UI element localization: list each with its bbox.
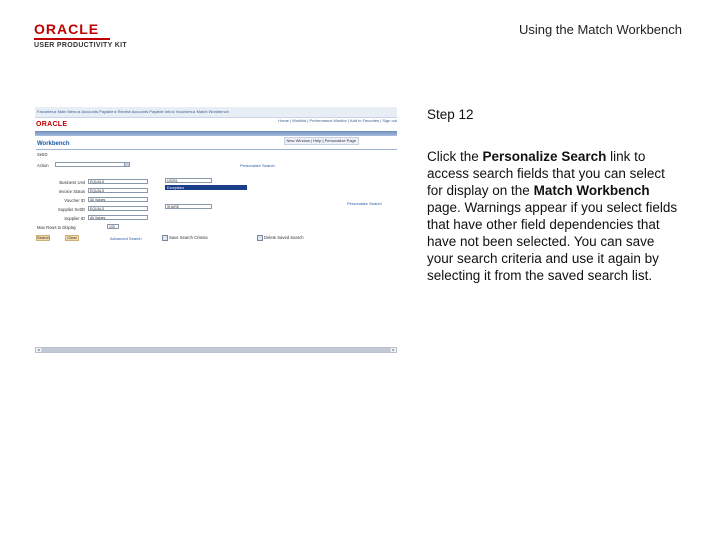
value-input[interactable]: SHARE xyxy=(165,204,212,209)
max-rows-input[interactable]: 100 xyxy=(107,224,119,229)
search-button[interactable]: Search xyxy=(37,235,50,240)
delete-saved-label: Delete Saved Search xyxy=(264,235,304,241)
field-label: Invoice Status xyxy=(58,189,85,194)
utility-links[interactable]: New Window | Help | Personalize Page xyxy=(284,137,359,145)
operator-select[interactable]: All Values xyxy=(88,197,148,202)
delete-saved-option[interactable] xyxy=(257,235,304,241)
desc-bold-2: Match Workbench xyxy=(533,183,650,198)
desc-text-1: Click the xyxy=(427,149,483,164)
clear-button[interactable]: Clear xyxy=(65,235,79,241)
setid-label: SetID xyxy=(37,152,48,157)
max-rows-label: Max Rows to Display xyxy=(37,225,77,230)
operator-select[interactable]: EQUALS xyxy=(88,188,148,193)
logo-oracle-text: ORACLE xyxy=(34,21,100,37)
scroll-right-icon[interactable]: ▸ xyxy=(392,347,395,352)
desc-bold-1: Personalize Search xyxy=(482,149,607,164)
application-screenshot xyxy=(35,107,397,354)
page-title: Using the Match Workbench xyxy=(518,22,682,37)
title-divider xyxy=(36,149,397,150)
top-links[interactable]: Home | Worklist | Performance Monitor | Add to Favorites | Sign out xyxy=(278,118,397,123)
oracle-mini-logo: ORACLE xyxy=(36,121,68,128)
field-label: Supplier SetID xyxy=(58,207,85,212)
advanced-search-link[interactable]: Advanced Search xyxy=(110,236,142,241)
logo-subtitle: USER PRODUCTIVITY KIT xyxy=(34,42,127,49)
chevron-down-icon[interactable] xyxy=(124,163,129,166)
save-search-label: Save Search Criteria xyxy=(169,235,208,241)
step-number: Step 12 xyxy=(427,107,474,122)
action-select[interactable] xyxy=(55,162,130,167)
step-description xyxy=(427,148,683,284)
workbench-title: Workbench xyxy=(37,141,70,147)
horizontal-scrollbar[interactable] xyxy=(35,347,397,353)
checkbox-icon[interactable] xyxy=(257,235,263,241)
oracle-upk-logo xyxy=(34,22,134,49)
personalize-search-link-2[interactable]: Personalize Search xyxy=(347,201,382,206)
field-label: Voucher ID xyxy=(64,198,85,203)
desc-text-3: page. Warnings appear if you select fields that have other field dependencies that have not been selected. You can save your search criteria and use it again by selecting it from the saved search list. xyxy=(427,200,678,283)
desc-text-2: link to access search fields that you can select for display on the xyxy=(427,149,665,198)
oracle-header-row xyxy=(35,118,397,131)
field-label: Supplier ID xyxy=(64,216,85,221)
checkbox-icon[interactable] xyxy=(162,235,168,241)
operator-select[interactable]: EQUALS xyxy=(88,206,148,211)
save-search-option[interactable] xyxy=(162,235,208,241)
logo-divider xyxy=(34,38,110,40)
scrollbar-thumb[interactable] xyxy=(42,348,390,352)
scroll-left-icon[interactable]: ◂ xyxy=(37,347,40,352)
utility-bar xyxy=(35,136,397,145)
operator-select[interactable]: EQUALS xyxy=(88,179,148,184)
field-label: Business Unit xyxy=(59,180,85,185)
value-input[interactable]: US001 xyxy=(165,178,212,183)
breadcrumb[interactable]: Favorites ▸ Main Menu ▸ Accounts Payable ▸ Review Accounts Payable Info ▸ Vouchers ▸ Match Workbench xyxy=(35,107,397,118)
value-select[interactable]: Exceptions xyxy=(165,185,247,190)
action-label: Action xyxy=(37,163,49,168)
personalize-search-link[interactable]: Personalize Search xyxy=(240,163,275,168)
operator-select[interactable]: All Values xyxy=(88,215,148,220)
